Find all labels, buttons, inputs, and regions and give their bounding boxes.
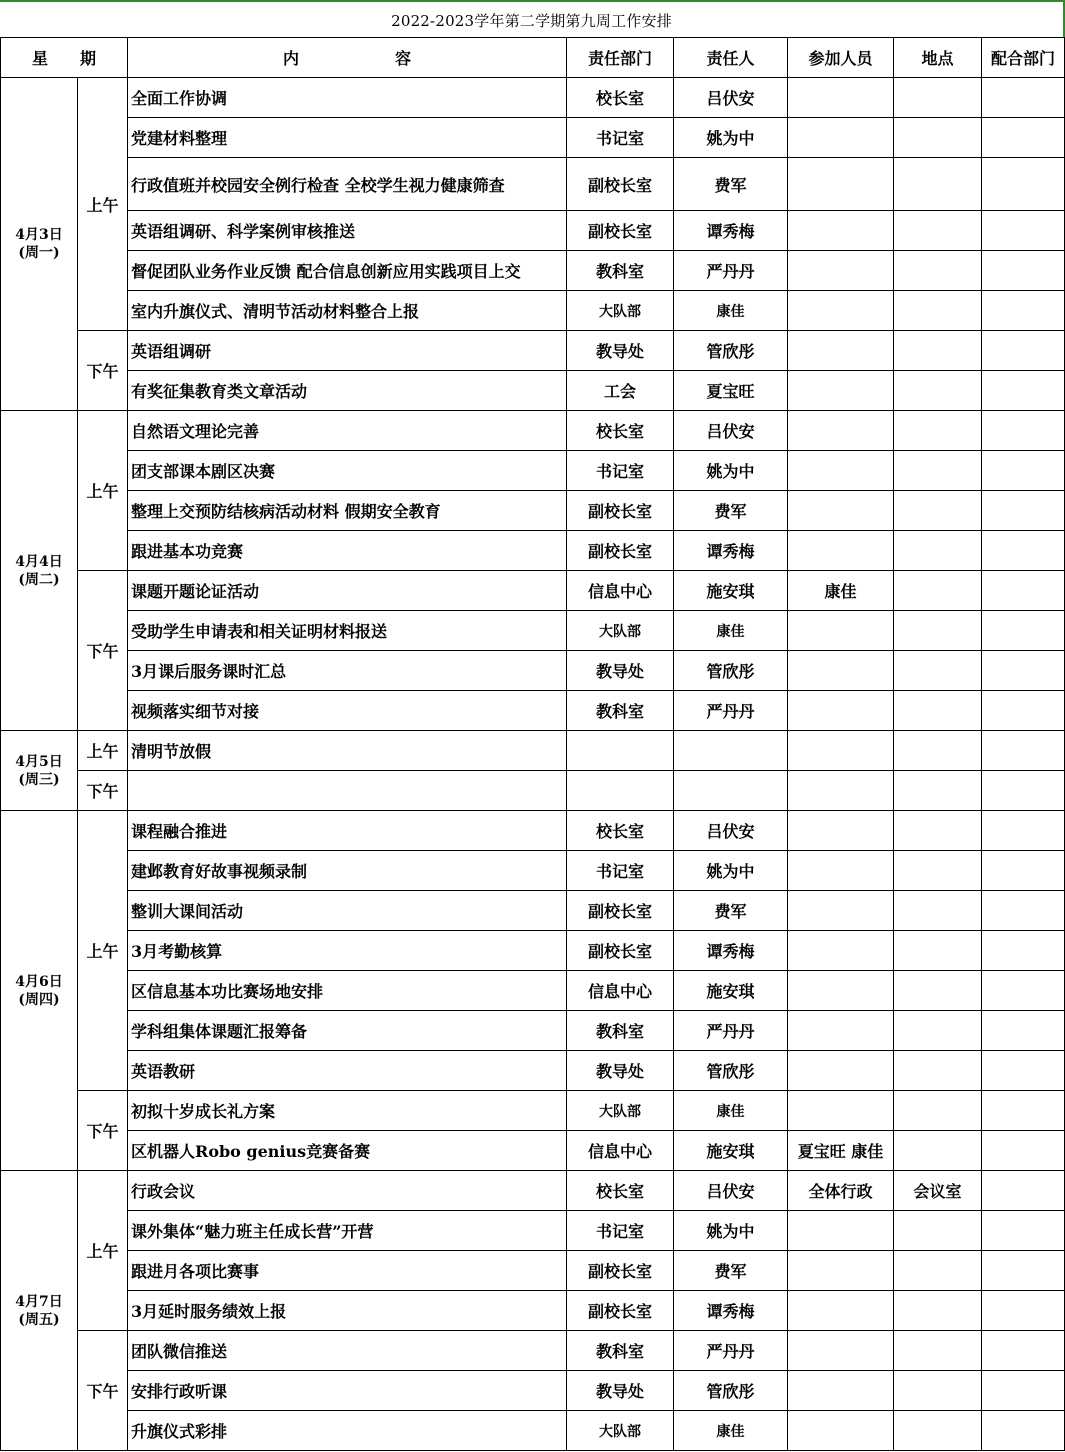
participants [788, 811, 894, 851]
responsible-person: 谭秀梅 [674, 211, 788, 251]
responsible-person: 费军 [674, 491, 788, 531]
pm-label: 下午 [78, 1331, 128, 1451]
responsible-dept: 书记室 [567, 851, 674, 891]
cooperating-dept [982, 491, 1065, 531]
cooperating-dept [982, 211, 1065, 251]
weekday-label: (周三) [18, 771, 60, 788]
responsible-person: 吕伏安 [674, 811, 788, 851]
schedule-table [0, 37, 1065, 1451]
participants [788, 891, 894, 931]
participants [788, 158, 894, 211]
cooperating-dept [982, 1371, 1065, 1411]
location [894, 931, 982, 971]
participants [788, 851, 894, 891]
responsible-person: 管欣彤 [674, 331, 788, 371]
task-content: 有奖征集教育类文章活动 [128, 371, 567, 411]
participants [788, 731, 894, 771]
table-row [1, 491, 1065, 531]
cooperating-dept [982, 1171, 1065, 1211]
participants [788, 491, 894, 531]
responsible-dept: 副校长室 [567, 211, 674, 251]
pm-label: 下午 [78, 571, 128, 731]
participants [788, 451, 894, 491]
responsible-dept: 校长室 [567, 411, 674, 451]
cooperating-dept [982, 971, 1065, 1011]
responsible-person: 管欣彤 [674, 1371, 788, 1411]
participants: 夏宝旺 康佳 [788, 1131, 894, 1171]
table-row [1, 251, 1065, 291]
cooperating-dept [982, 1051, 1065, 1091]
cooperating-dept [982, 411, 1065, 451]
participants [788, 331, 894, 371]
task-content: 行政会议 [128, 1171, 567, 1211]
responsible-person: 费军 [674, 891, 788, 931]
task-content: 3月考勤核算 [128, 931, 567, 971]
responsible-person: 谭秀梅 [674, 531, 788, 571]
location: 会议室 [894, 1171, 982, 1211]
cooperating-dept [982, 371, 1065, 411]
cooperating-dept [982, 1331, 1065, 1371]
responsible-dept: 教科室 [567, 251, 674, 291]
table-row [1, 651, 1065, 691]
responsible-dept: 副校长室 [567, 1291, 674, 1331]
responsible-person: 姚为中 [674, 451, 788, 491]
table-row [1, 331, 1065, 371]
task-content: 清明节放假 [128, 731, 567, 771]
location [894, 731, 982, 771]
date-cell [1, 811, 78, 1171]
responsible-person: 康佳 [674, 611, 788, 651]
table-row [1, 1331, 1065, 1371]
table-row [1, 891, 1065, 931]
pm-label: 下午 [78, 331, 128, 411]
cooperating-dept [982, 1411, 1065, 1451]
participants [788, 1091, 894, 1131]
responsible-person: 严丹丹 [674, 1331, 788, 1371]
task-content: 党建材料整理 [128, 118, 567, 158]
cooperating-dept [982, 1091, 1065, 1131]
participants [788, 971, 894, 1011]
location [894, 771, 982, 811]
date-label: 4月5日 [15, 753, 63, 770]
date-cell [1, 1171, 78, 1451]
responsible-dept: 书记室 [567, 118, 674, 158]
table-row [1, 531, 1065, 571]
cooperating-dept [982, 251, 1065, 291]
cooperating-dept [982, 1251, 1065, 1291]
table-row [1, 1011, 1065, 1051]
table-row [1, 811, 1065, 851]
task-content: 初拟十岁成长礼方案 [128, 1091, 567, 1131]
participants [788, 1051, 894, 1091]
participants [788, 931, 894, 971]
task-content: 跟进月各项比赛事 [128, 1251, 567, 1291]
task-content: 团队微信推送 [128, 1331, 567, 1371]
table-row [1, 1251, 1065, 1291]
task-content: 3月课后服务课时汇总 [128, 651, 567, 691]
participants [788, 211, 894, 251]
responsible-person: 施安琪 [674, 971, 788, 1011]
table-row [1, 291, 1065, 331]
date-label: 4月7日 [15, 1293, 63, 1310]
cooperating-dept [982, 651, 1065, 691]
participants [788, 411, 894, 451]
location [894, 1091, 982, 1131]
responsible-dept: 工会 [567, 371, 674, 411]
location [894, 251, 982, 291]
cooperating-dept [982, 331, 1065, 371]
table-row [1, 571, 1065, 611]
table-row [1, 931, 1065, 971]
cooperating-dept [982, 451, 1065, 491]
responsible-person: 严丹丹 [674, 251, 788, 291]
responsible-dept: 副校长室 [567, 1251, 674, 1291]
responsible-dept: 大队部 [567, 611, 674, 651]
participants [788, 1331, 894, 1371]
cooperating-dept [982, 1211, 1065, 1251]
cooperating-dept [982, 891, 1065, 931]
responsible-person: 姚为中 [674, 851, 788, 891]
task-content: 建邺教育好故事视频录制 [128, 851, 567, 891]
table-row [1, 78, 1065, 118]
table-row [1, 851, 1065, 891]
date-label: 4月3日 [15, 227, 63, 243]
cooperating-dept [982, 291, 1065, 331]
task-content: 英语教研 [128, 1051, 567, 1091]
responsible-person: 康佳 [674, 1091, 788, 1131]
task-content: 课外集体“魅力班主任成长营”开营 [128, 1211, 567, 1251]
task-content [128, 771, 567, 811]
location [894, 571, 982, 611]
task-content: 督促团队业务作业反馈 配合信息创新应用实践项目上交 [128, 251, 567, 291]
participants [788, 291, 894, 331]
location [894, 611, 982, 651]
responsible-person: 夏宝旺 [674, 371, 788, 411]
participants: 康佳 [788, 571, 894, 611]
participants [788, 371, 894, 411]
cooperating-dept [982, 931, 1065, 971]
responsible-person: 谭秀梅 [674, 1291, 788, 1331]
table-row [1, 771, 1065, 811]
location [894, 1011, 982, 1051]
task-content: 受助学生申请表和相关证明材料报送 [128, 611, 567, 651]
responsible-person: 康佳 [674, 1411, 788, 1451]
responsible-dept: 信息中心 [567, 971, 674, 1011]
location [894, 1291, 982, 1331]
location [894, 118, 982, 158]
date-label: 4月4日 [15, 553, 63, 570]
cooperating-dept [982, 78, 1065, 118]
location [894, 331, 982, 371]
location [894, 851, 982, 891]
cooperating-dept [982, 851, 1065, 891]
date-cell [1, 731, 78, 811]
location [894, 1411, 982, 1451]
responsible-person [674, 731, 788, 771]
am-label: 上午 [78, 78, 128, 331]
cooperating-dept [982, 611, 1065, 651]
participants: 全体行政 [788, 1171, 894, 1211]
responsible-dept: 教导处 [567, 331, 674, 371]
table-row [1, 1211, 1065, 1251]
table-row [1, 691, 1065, 731]
header-weekday: 星 期 [1, 38, 128, 78]
location [894, 1051, 982, 1091]
location [894, 1211, 982, 1251]
responsible-dept: 大队部 [567, 1091, 674, 1131]
task-content: 3月延时服务绩效上报 [128, 1291, 567, 1331]
task-content: 自然语文理论完善 [128, 411, 567, 451]
location [894, 451, 982, 491]
table-row [1, 1091, 1065, 1131]
header-cooperate: 配合部门 [982, 38, 1065, 78]
location [894, 891, 982, 931]
task-content: 全面工作协调 [128, 78, 567, 118]
participants [788, 1291, 894, 1331]
responsible-dept: 教导处 [567, 1371, 674, 1411]
table-row [1, 371, 1065, 411]
header-location: 地点 [894, 38, 982, 78]
responsible-person: 施安琪 [674, 1131, 788, 1171]
task-content: 区信息基本功比赛场地安排 [128, 971, 567, 1011]
cooperating-dept [982, 691, 1065, 731]
pm-label: 下午 [78, 771, 128, 811]
location [894, 158, 982, 211]
header-dept: 责任部门 [567, 38, 674, 78]
weekday-label: (周一) [18, 245, 60, 261]
table-row [1, 1131, 1065, 1171]
date-label: 4月6日 [15, 973, 63, 990]
cooperating-dept [982, 1011, 1065, 1051]
task-content: 整训大课间活动 [128, 891, 567, 931]
responsible-dept: 校长室 [567, 78, 674, 118]
responsible-dept: 教科室 [567, 1011, 674, 1051]
participants [788, 78, 894, 118]
responsible-dept: 校长室 [567, 1171, 674, 1211]
responsible-person: 严丹丹 [674, 691, 788, 731]
table-row [1, 1291, 1065, 1331]
location [894, 1251, 982, 1291]
responsible-dept: 信息中心 [567, 571, 674, 611]
responsible-person: 姚为中 [674, 118, 788, 158]
table-row [1, 731, 1065, 771]
cooperating-dept [982, 158, 1065, 211]
task-content: 课程融合推进 [128, 811, 567, 851]
task-content: 英语组调研、科学案例审核推送 [128, 211, 567, 251]
location [894, 1131, 982, 1171]
task-content: 学科组集体课题汇报筹备 [128, 1011, 567, 1051]
responsible-person: 姚为中 [674, 1211, 788, 1251]
participants [788, 251, 894, 291]
header-person: 责任人 [674, 38, 788, 78]
responsible-person: 施安琪 [674, 571, 788, 611]
responsible-dept: 副校长室 [567, 891, 674, 931]
responsible-dept: 副校长室 [567, 158, 674, 211]
task-content: 行政值班并校园安全例行检查 全校学生视力健康筛查 [128, 158, 567, 211]
cooperating-dept [982, 1131, 1065, 1171]
participants [788, 1251, 894, 1291]
participants [788, 691, 894, 731]
location [894, 691, 982, 731]
date-cell [1, 411, 78, 731]
location [894, 971, 982, 1011]
task-content: 安排行政听课 [128, 1371, 567, 1411]
pm-label: 下午 [78, 1091, 128, 1171]
location [894, 1371, 982, 1411]
location [894, 1331, 982, 1371]
responsible-person: 费军 [674, 1251, 788, 1291]
table-row [1, 1171, 1065, 1211]
header-content: 内 容 [128, 38, 567, 78]
responsible-dept: 教导处 [567, 1051, 674, 1091]
task-content: 整理上交预防结核病活动材料 假期安全教育 [128, 491, 567, 531]
am-label: 上午 [78, 731, 128, 771]
responsible-dept: 书记室 [567, 451, 674, 491]
responsible-person: 管欣彤 [674, 1051, 788, 1091]
task-content: 区机器人Robo genius竞赛备赛 [128, 1131, 567, 1171]
location [894, 291, 982, 331]
sheet-title: 2022-2023学年第二学期第九周工作安排 [391, 11, 672, 30]
participants [788, 118, 894, 158]
cooperating-dept [982, 771, 1065, 811]
table-row [1, 1371, 1065, 1411]
participants [788, 651, 894, 691]
table-row [1, 451, 1065, 491]
table-row [1, 411, 1065, 451]
task-content: 升旗仪式彩排 [128, 1411, 567, 1451]
participants [788, 611, 894, 651]
location [894, 491, 982, 531]
responsible-person: 吕伏安 [674, 1171, 788, 1211]
responsible-dept: 书记室 [567, 1211, 674, 1251]
table-row [1, 118, 1065, 158]
responsible-person: 吕伏安 [674, 411, 788, 451]
responsible-dept: 教导处 [567, 651, 674, 691]
am-label: 上午 [78, 1171, 128, 1331]
table-row [1, 158, 1065, 211]
schedule-body [1, 78, 1065, 1451]
location [894, 411, 982, 451]
weekday-label: (周五) [18, 1311, 60, 1328]
location [894, 78, 982, 118]
responsible-person: 管欣彤 [674, 651, 788, 691]
cooperating-dept [982, 811, 1065, 851]
am-label: 上午 [78, 811, 128, 1091]
cooperating-dept [982, 571, 1065, 611]
participants [788, 1011, 894, 1051]
table-row [1, 971, 1065, 1011]
responsible-dept [567, 771, 674, 811]
responsible-person: 费军 [674, 158, 788, 211]
responsible-dept: 副校长室 [567, 491, 674, 531]
location [894, 651, 982, 691]
am-label: 上午 [78, 411, 128, 571]
responsible-person: 吕伏安 [674, 78, 788, 118]
header-row [1, 38, 1065, 78]
table-row [1, 1051, 1065, 1091]
task-content: 团支部课本剧区决赛 [128, 451, 567, 491]
participants [788, 1371, 894, 1411]
task-content: 课题开题论证活动 [128, 571, 567, 611]
participants [788, 1411, 894, 1451]
location [894, 531, 982, 571]
responsible-person: 严丹丹 [674, 1011, 788, 1051]
responsible-person: 康佳 [674, 291, 788, 331]
responsible-dept [567, 731, 674, 771]
responsible-dept: 教科室 [567, 691, 674, 731]
task-content: 视频落实细节对接 [128, 691, 567, 731]
task-content: 英语组调研 [128, 331, 567, 371]
participants [788, 771, 894, 811]
date-cell [1, 78, 78, 411]
weekday-label: (周四) [18, 991, 60, 1008]
participants [788, 531, 894, 571]
responsible-dept: 副校长室 [567, 531, 674, 571]
cooperating-dept [982, 1291, 1065, 1331]
weekday-label: (周二) [18, 571, 60, 588]
location [894, 371, 982, 411]
responsible-dept: 信息中心 [567, 1131, 674, 1171]
task-content: 跟进基本功竞赛 [128, 531, 567, 571]
location [894, 811, 982, 851]
participants [788, 1211, 894, 1251]
responsible-person: 谭秀梅 [674, 931, 788, 971]
table-row [1, 1411, 1065, 1451]
table-row [1, 211, 1065, 251]
responsible-dept: 校长室 [567, 811, 674, 851]
cooperating-dept [982, 531, 1065, 571]
table-row [1, 611, 1065, 651]
responsible-dept: 大队部 [567, 1411, 674, 1451]
cooperating-dept [982, 731, 1065, 771]
responsible-dept: 大队部 [567, 291, 674, 331]
responsible-dept: 教科室 [567, 1331, 674, 1371]
location [894, 211, 982, 251]
cooperating-dept [982, 118, 1065, 158]
header-participants: 参加人员 [788, 38, 894, 78]
responsible-dept: 副校长室 [567, 931, 674, 971]
responsible-person [674, 771, 788, 811]
task-content: 室内升旗仪式、清明节活动材料整合上报 [128, 291, 567, 331]
